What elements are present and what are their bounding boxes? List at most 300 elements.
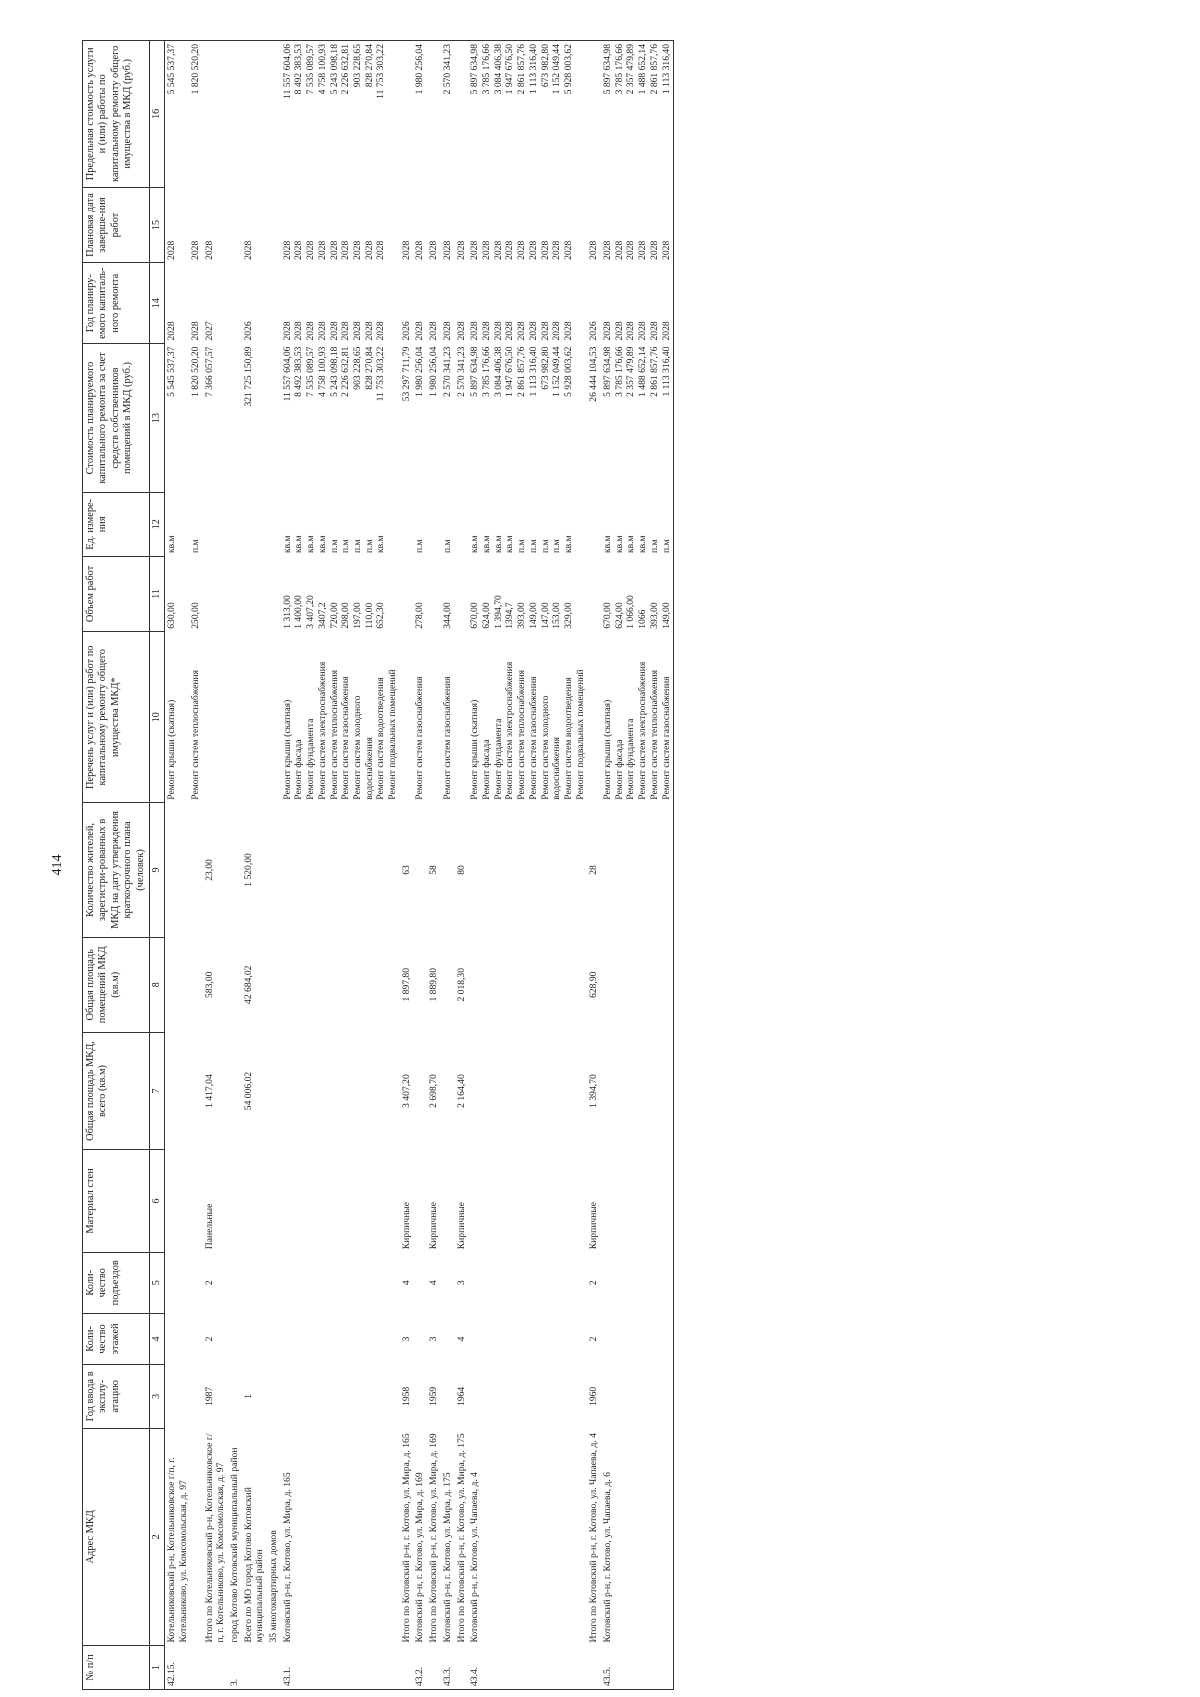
unit-line: кв.м [504, 535, 516, 554]
column-header: Коли-чество подъездов [83, 1252, 150, 1313]
limit-cost-line: 2 861 857,76 [516, 44, 528, 95]
cell-wall-material: Кирпичные [455, 1201, 467, 1250]
planned-year-line [178, 266, 190, 341]
cell-residents-count: 63 [400, 865, 412, 875]
limit-cost-line: 1 113 316,40 [527, 44, 539, 95]
table-row [468, 41, 587, 1690]
end-year-line: 2028 [613, 240, 625, 260]
limit-cost-line: 903 228,65 [351, 44, 363, 88]
cell-floors-count: 3 [428, 1336, 440, 1342]
limit-cost-line: 11 753 303,22 [375, 44, 387, 99]
work-volume-line: 250,00 [189, 602, 201, 629]
unit-line: кв.м [166, 535, 178, 554]
column-number: 13 [150, 344, 165, 493]
cell-total-area [267, 1032, 281, 1149]
column-header: Предельная стоимость услуги и (или) работы по капитальному ремонту общего имущества в МКД (руб.) [83, 41, 150, 188]
works-list-line: Ремонт подвальных помещений [574, 669, 586, 800]
work-volume-line: 3407,2 [316, 602, 328, 629]
cell-end-year [413, 187, 427, 263]
unit-line: кв.м [469, 535, 481, 554]
cell-repair-cost [468, 344, 587, 493]
cell-row-number [587, 1646, 601, 1690]
unit-line: п.м [340, 539, 352, 554]
cell-work-volume [267, 556, 281, 632]
work-volume-line: 670,00 [602, 602, 614, 629]
cell-floors-count [413, 1313, 427, 1364]
cell-entrances-count [165, 1252, 203, 1313]
cell-work-volume [601, 556, 674, 632]
cell-floors-count: 2 [203, 1336, 215, 1342]
column-header: Коли-чество этажей [83, 1313, 150, 1364]
works-list-line: Ремонт фундамента [625, 718, 637, 800]
cell-end-year [242, 187, 267, 263]
repair-cost-line: 3 785 176,66 [481, 346, 492, 397]
cell-rooms-area: 1 889,80 [428, 967, 440, 1002]
cell-planned-year [441, 263, 455, 344]
cell-repair-cost [165, 344, 203, 493]
planned-year-line: 2028 [441, 321, 453, 341]
cell-unit [228, 493, 242, 557]
limit-cost-line: 4 758 100,93 [316, 44, 328, 95]
cell-floors-count: 3 [400, 1336, 412, 1342]
cell-total-area [165, 1032, 203, 1149]
repair-cost-line: 1 980 256,04 [428, 346, 440, 397]
cell-wall-material [165, 1150, 203, 1253]
planned-year-line: 2028 [527, 321, 539, 341]
work-volume-line [178, 559, 190, 629]
cell-work-volume [242, 556, 267, 632]
cell-limit-cost [587, 41, 601, 188]
end-year-line [178, 190, 190, 260]
cell-residents-count: 58 [428, 865, 440, 875]
cell-work-volume [455, 556, 469, 632]
column-number: 7 [150, 1032, 165, 1149]
works-list-line: Ремонт фасада [293, 739, 305, 800]
cell-address: Итого по Котовский р-н, г. Котово, ул. Мира, д. 169 [428, 1433, 440, 1643]
cell-unit [468, 493, 587, 557]
cell-floors-count [242, 1313, 267, 1364]
work-volume-line: 624,00 [613, 602, 625, 629]
planned-year-line: 2028 [469, 321, 481, 341]
cell-limit-cost [413, 41, 427, 188]
cell-row-number [203, 1646, 228, 1690]
cell-works-list [228, 632, 242, 803]
cell-rooms-area: 628,90 [588, 971, 600, 998]
cell-entrances-count [413, 1252, 427, 1313]
column-number: 6 [150, 1150, 165, 1253]
cell-unit [242, 493, 267, 557]
cell-residents-count [228, 803, 242, 937]
cell-residents-count: 1 520,00 [242, 853, 254, 887]
repair-cost-line: 673 982,80 [539, 346, 551, 390]
cell-planned-year [455, 263, 469, 344]
cell-total-area: 2 164,40 [455, 1074, 467, 1108]
work-volume-line: 393,00 [516, 602, 528, 629]
end-year-line: 2028 [441, 240, 453, 260]
table-header [83, 41, 165, 1690]
work-volume-line: 1 066,00 [625, 595, 637, 629]
limit-cost-line: 2 357 479,89 [625, 44, 637, 95]
unit-line: п.м [363, 539, 375, 554]
cell-row-number: 42.15. [165, 1646, 203, 1690]
works-list-line: Ремонт систем водоотведения [375, 677, 387, 800]
repair-cost-line: 1 947 676,50 [504, 346, 516, 397]
column-number: 16 [150, 41, 165, 188]
cell-residents-count [601, 803, 674, 937]
cell-works-list [468, 632, 587, 803]
cell-end-year [427, 187, 441, 263]
works-list-line: Ремонт крыши (скатная) [281, 699, 293, 800]
cell-commissioning-year: 1 [242, 1393, 254, 1399]
cell-rooms-area [468, 937, 587, 1032]
cell-wall-material [242, 1150, 267, 1253]
cell-rooms-area [441, 937, 455, 1032]
repair-cost-line: 3 785 176,66 [613, 346, 625, 397]
cell-work-volume [203, 556, 228, 632]
cell-commissioning-year: 1987 [203, 1386, 215, 1406]
repair-cost-line: 2 226 632,81 [340, 346, 352, 397]
work-volume-line: 344,00 [441, 602, 453, 629]
unit-line [178, 496, 190, 554]
work-volume-line: 1 400,00 [293, 595, 305, 629]
table-row [413, 41, 427, 1690]
unit-line: п.м [414, 539, 426, 554]
work-volume-line: 329,00 [562, 602, 574, 629]
cell-residents-count [267, 803, 281, 937]
column-number: 9 [150, 803, 165, 937]
end-year-line: 2028 [166, 240, 178, 260]
cell-address: Итого по Котовский р-н, г. Котово, ул. Мира, д. 175 [455, 1433, 467, 1643]
repair-cost-line: 2 570 341,23 [441, 346, 453, 397]
cell-end-year [400, 187, 414, 263]
cell-repair-cost [228, 344, 242, 493]
work-volume-line: 149,00 [527, 602, 539, 629]
column-header: Общая площадь помещений МКД (кв.м) [83, 937, 150, 1032]
cell-unit [400, 493, 414, 557]
cell-floors-count [281, 1313, 400, 1364]
planned-year-line: 2028 [660, 321, 672, 341]
limit-cost-line: 11 557 604,06 [281, 44, 293, 99]
unit-line: кв.м [562, 535, 574, 554]
work-volume-line: 630,00 [166, 602, 178, 629]
repair-cost-line: 2 861 857,76 [648, 346, 660, 397]
planned-year-line: 2028 [281, 321, 293, 341]
cell-total-area: 54 006,02 [242, 1071, 254, 1111]
planned-year-line: 2027 [203, 321, 215, 341]
end-year-line: 2028 [516, 240, 528, 260]
column-number: 12 [150, 493, 165, 557]
cell-end-year [587, 187, 601, 263]
end-year-line: 2028 [562, 240, 574, 260]
end-year-line: 2028 [504, 240, 516, 260]
work-volume-line: 624,00 [481, 602, 492, 629]
column-number: 3 [150, 1365, 165, 1429]
cell-address: Итого по Котовский р-н, г. Котово, ул. Чапаева, д. 4 [588, 1433, 600, 1643]
repair-cost-line: 1 152 049,44 [551, 346, 563, 397]
cell-total-area [281, 1032, 400, 1149]
cell-commissioning-year [601, 1365, 674, 1429]
cell-end-year [601, 187, 674, 263]
repair-cost-line: 3 084 406,38 [492, 346, 504, 397]
unit-line: кв.м [637, 535, 649, 554]
cell-address: Котовский р-н, г. Котово, ул. Мира, д. 175 [441, 1472, 453, 1643]
planned-year-line: 2028 [351, 321, 363, 341]
cell-wall-material: Панельные [203, 1203, 215, 1250]
cell-rooms-area: 583,00 [203, 971, 215, 998]
cell-commissioning-year [267, 1365, 281, 1429]
cell-works-list [281, 632, 400, 803]
cell-floors-count [441, 1313, 455, 1364]
cell-entrances-count: 4 [428, 1280, 440, 1286]
cell-end-year [281, 187, 400, 263]
cell-work-volume [281, 556, 400, 632]
limit-cost-line: 1 152 049,44 [551, 44, 563, 95]
work-volume-line: 197,00 [351, 602, 363, 629]
cell-works-list [203, 632, 228, 803]
cell-commissioning-year [441, 1365, 455, 1429]
limit-cost-line: 1 488 652,14 [637, 44, 649, 95]
cell-planned-year [203, 263, 228, 344]
repair-cost-line: 5 243 098,18 [328, 346, 340, 397]
unit-line: п.м [189, 539, 201, 554]
planned-year-line: 2028 [562, 321, 574, 341]
cell-limit-cost [400, 41, 414, 188]
cell-entrances-count: 2 [203, 1280, 215, 1286]
cell-residents-count [413, 803, 427, 937]
cell-planned-year [228, 263, 242, 344]
table-row [203, 41, 228, 1690]
end-year-line: 2028 [637, 240, 649, 260]
works-list-line: Ремонт систем газоснабжения [660, 676, 672, 800]
cell-floors-count [228, 1313, 242, 1364]
cell-address: Котовский р-н, г. Котово, ул. Чапаева, д. 6 [601, 1428, 674, 1645]
works-list-line: Ремонт фундамента [305, 718, 317, 800]
repair-cost-line: 2 357 479,89 [625, 346, 637, 397]
cell-wall-material [267, 1150, 281, 1253]
end-year-line: 2028 [414, 240, 426, 260]
works-list-line: Ремонт крыши (скатная) [166, 699, 178, 800]
cell-row-number [267, 1646, 281, 1690]
cell-entrances-count [601, 1252, 674, 1313]
column-header: № п/п [83, 1646, 150, 1690]
work-volume-line: 153,00 [551, 602, 563, 629]
cell-works-list [165, 632, 203, 803]
cell-commissioning-year: 1964 [455, 1386, 467, 1406]
planned-year-line: 2028 [363, 321, 375, 341]
planned-year-line: 2028 [328, 321, 340, 341]
repair-cost-line [178, 347, 190, 490]
cell-address: Котельниковский р-н, Котельниковское г/п, г. Котельниково, ул. Комсомольская, д. 97 [166, 1457, 190, 1643]
cell-commissioning-year: 1960 [588, 1386, 600, 1406]
cell-work-volume [441, 556, 455, 632]
column-header: Объем работ [83, 556, 150, 632]
cell-total-area [413, 1032, 427, 1149]
end-year-line: 2028 [351, 240, 363, 260]
column-number: 11 [150, 556, 165, 632]
work-volume-line: 3 407,20 [305, 595, 317, 629]
works-list-line: Ремонт систем газоснабжения [441, 676, 453, 800]
cell-commissioning-year [165, 1365, 203, 1429]
cell-unit [441, 493, 455, 557]
cell-unit [267, 493, 281, 557]
cell-repair-cost [242, 344, 267, 493]
cell-limit-cost [228, 41, 242, 188]
cell-works-list [413, 632, 427, 803]
cell-work-volume [413, 556, 427, 632]
end-year-line: 2028 [316, 240, 328, 260]
limit-cost-line: 5 928 003,62 [562, 44, 574, 95]
end-year-line: 2028 [363, 240, 375, 260]
column-header: Год ввода в эксплу-атацию [83, 1365, 150, 1429]
end-year-line: 2028 [648, 240, 660, 260]
planned-year-line: 2028 [613, 321, 625, 341]
cell-planned-year [267, 263, 281, 344]
works-list-line: Ремонт систем газоснабжения [527, 676, 539, 800]
works-list-line: Ремонт систем холодного водоснабжения [351, 695, 375, 800]
cell-repair-cost [400, 344, 414, 493]
cell-address: Котовский р-н, г. Котово, ул. Мира, д. 169 [414, 1472, 426, 1643]
works-list-line: Ремонт систем электроснабжения [637, 661, 649, 800]
cell-total-area: 3 407,20 [400, 1074, 412, 1108]
limit-cost-line: 5 545 537,37 [166, 44, 178, 95]
table-row [441, 41, 455, 1690]
cell-planned-year [427, 263, 441, 344]
cell-limit-cost [455, 41, 469, 188]
limit-cost-line: 3 785 176,66 [613, 44, 625, 95]
work-volume-line: 1394,7 [504, 602, 516, 629]
column-number: 4 [150, 1313, 165, 1364]
cell-wall-material [413, 1150, 427, 1253]
end-year-line: 2028 [602, 240, 614, 260]
cell-wall-material [441, 1150, 455, 1253]
planned-year-line: 2028 [375, 321, 387, 341]
works-list-line: Ремонт систем газоснабжения [414, 676, 426, 800]
cell-planned-year [601, 263, 674, 344]
cell-total-area [228, 1032, 242, 1149]
cell-total-area: 1 394,70 [588, 1074, 600, 1108]
unit-line: п.м [516, 539, 528, 554]
cell-work-volume [228, 556, 242, 632]
repair-cost-line: 1 820 520,20 [189, 346, 201, 397]
end-year-line: 2028 [481, 240, 492, 260]
repair-cost-line: 2 861 857,76 [516, 346, 528, 397]
unit-line: кв.м [602, 535, 614, 554]
cell-total-area: 1 417,04 [203, 1074, 215, 1108]
cell-address: Итого по Котовский р-н, г. Котово, ул. Мира, д. 165 [400, 1433, 412, 1643]
column-number: 5 [150, 1252, 165, 1313]
unit-line: кв.м [316, 535, 328, 554]
cell-commissioning-year: 1958 [400, 1386, 412, 1406]
cell-row-number: 3. [228, 1646, 242, 1690]
work-volume-line: 670,00 [469, 602, 481, 629]
cell-entrances-count [228, 1252, 242, 1313]
unit-line: п.м [328, 539, 340, 554]
repair-cost-line: 2 570 341,23 [455, 346, 467, 397]
planned-year-line: 2028 [340, 321, 352, 341]
planned-year-line: 2028 [481, 321, 492, 341]
repair-cost-line: 321 725 150,89 [242, 346, 254, 407]
cell-repair-cost [413, 344, 427, 493]
cell-row-number: 43.4. [468, 1646, 587, 1690]
column-header: Стоимость планируемого капитального ремонта за счет средств собственников помещений в МКД (руб.) [83, 344, 150, 493]
repair-cost-line: 7 535 089,57 [305, 346, 317, 397]
cell-address: Котовский р-н, г. Котово, ул. Чапаева, д. 4 [469, 1472, 481, 1643]
work-volume-line: 1 394,70 [492, 595, 504, 629]
limit-cost-line: 1 820 520,20 [189, 44, 201, 95]
limit-cost-line: 673 982,80 [539, 44, 551, 88]
repair-cost-line: 828 270,84 [363, 346, 375, 390]
unit-line: кв.м [625, 535, 637, 554]
column-number: 14 [150, 263, 165, 344]
cell-entrances-count: 3 [455, 1280, 467, 1286]
capital-repair-table [82, 40, 674, 1690]
cell-wall-material [468, 1150, 587, 1253]
cell-limit-cost [267, 41, 281, 188]
table-row [601, 41, 674, 1690]
cell-row-number [400, 1646, 414, 1690]
repair-cost-line: 1 488 652,14 [637, 346, 649, 397]
cell-unit [601, 493, 674, 557]
cell-residents-count [281, 803, 400, 937]
table-row [400, 41, 414, 1690]
works-list-line: Ремонт фасада [481, 739, 492, 800]
cell-limit-cost [427, 41, 441, 188]
column-header: Количество жителей, зарегистри-рованных в МКД на дату утверждения краткосрочного плана (человек) [83, 803, 150, 937]
cell-wall-material [228, 1150, 242, 1253]
works-list-line: Ремонт систем теплоснабжения [328, 669, 340, 800]
work-volume-line: 278,00 [414, 602, 426, 629]
cell-end-year [441, 187, 455, 263]
column-header: Плановая дата заверше-ния работ [83, 187, 150, 263]
column-number: 8 [150, 937, 165, 1032]
cell-total-area [468, 1032, 587, 1149]
column-header: Адрес МКД [83, 1428, 150, 1645]
cell-unit [165, 493, 203, 557]
limit-cost-line [178, 44, 190, 184]
cell-limit-cost [281, 41, 400, 188]
column-header: Ед. измере-ния [83, 493, 150, 557]
work-volume-line: 110,00 [363, 602, 375, 629]
cell-works-list [427, 632, 441, 803]
works-list-line: Ремонт систем холодного водоснабжения [539, 695, 563, 800]
work-volume-line: 149,00 [660, 602, 672, 629]
table-row [165, 41, 203, 1690]
works-list-line: Ремонт систем газоснабжения [340, 676, 352, 800]
cell-residents-count [441, 803, 455, 937]
cell-repair-cost [441, 344, 455, 493]
limit-cost-line: 7 535 089,57 [305, 44, 317, 95]
cell-floors-count: 2 [588, 1336, 600, 1342]
cell-residents-count: 28 [588, 865, 600, 875]
column-number: 10 [150, 632, 165, 803]
works-list-line: Ремонт систем теплоснабжения [189, 669, 201, 800]
cell-planned-year [400, 263, 414, 344]
end-year-line: 2028 [340, 240, 352, 260]
cell-limit-cost [165, 41, 203, 188]
cell-wall-material [601, 1150, 674, 1253]
cell-total-area [601, 1032, 674, 1149]
cell-rooms-area [413, 937, 427, 1032]
cell-wall-material: Кирпичные [400, 1201, 412, 1250]
cell-entrances-count [267, 1252, 281, 1313]
unit-line: п.м [648, 539, 660, 554]
cell-commissioning-year: 1959 [428, 1386, 440, 1406]
cell-works-list [601, 632, 674, 803]
works-list-line: Ремонт крыши (скатная) [469, 699, 481, 800]
end-year-line: 2028 [203, 240, 215, 260]
cell-rooms-area: 2 018,30 [455, 967, 467, 1002]
repair-cost-line: 53 297 711,79 [400, 346, 412, 402]
